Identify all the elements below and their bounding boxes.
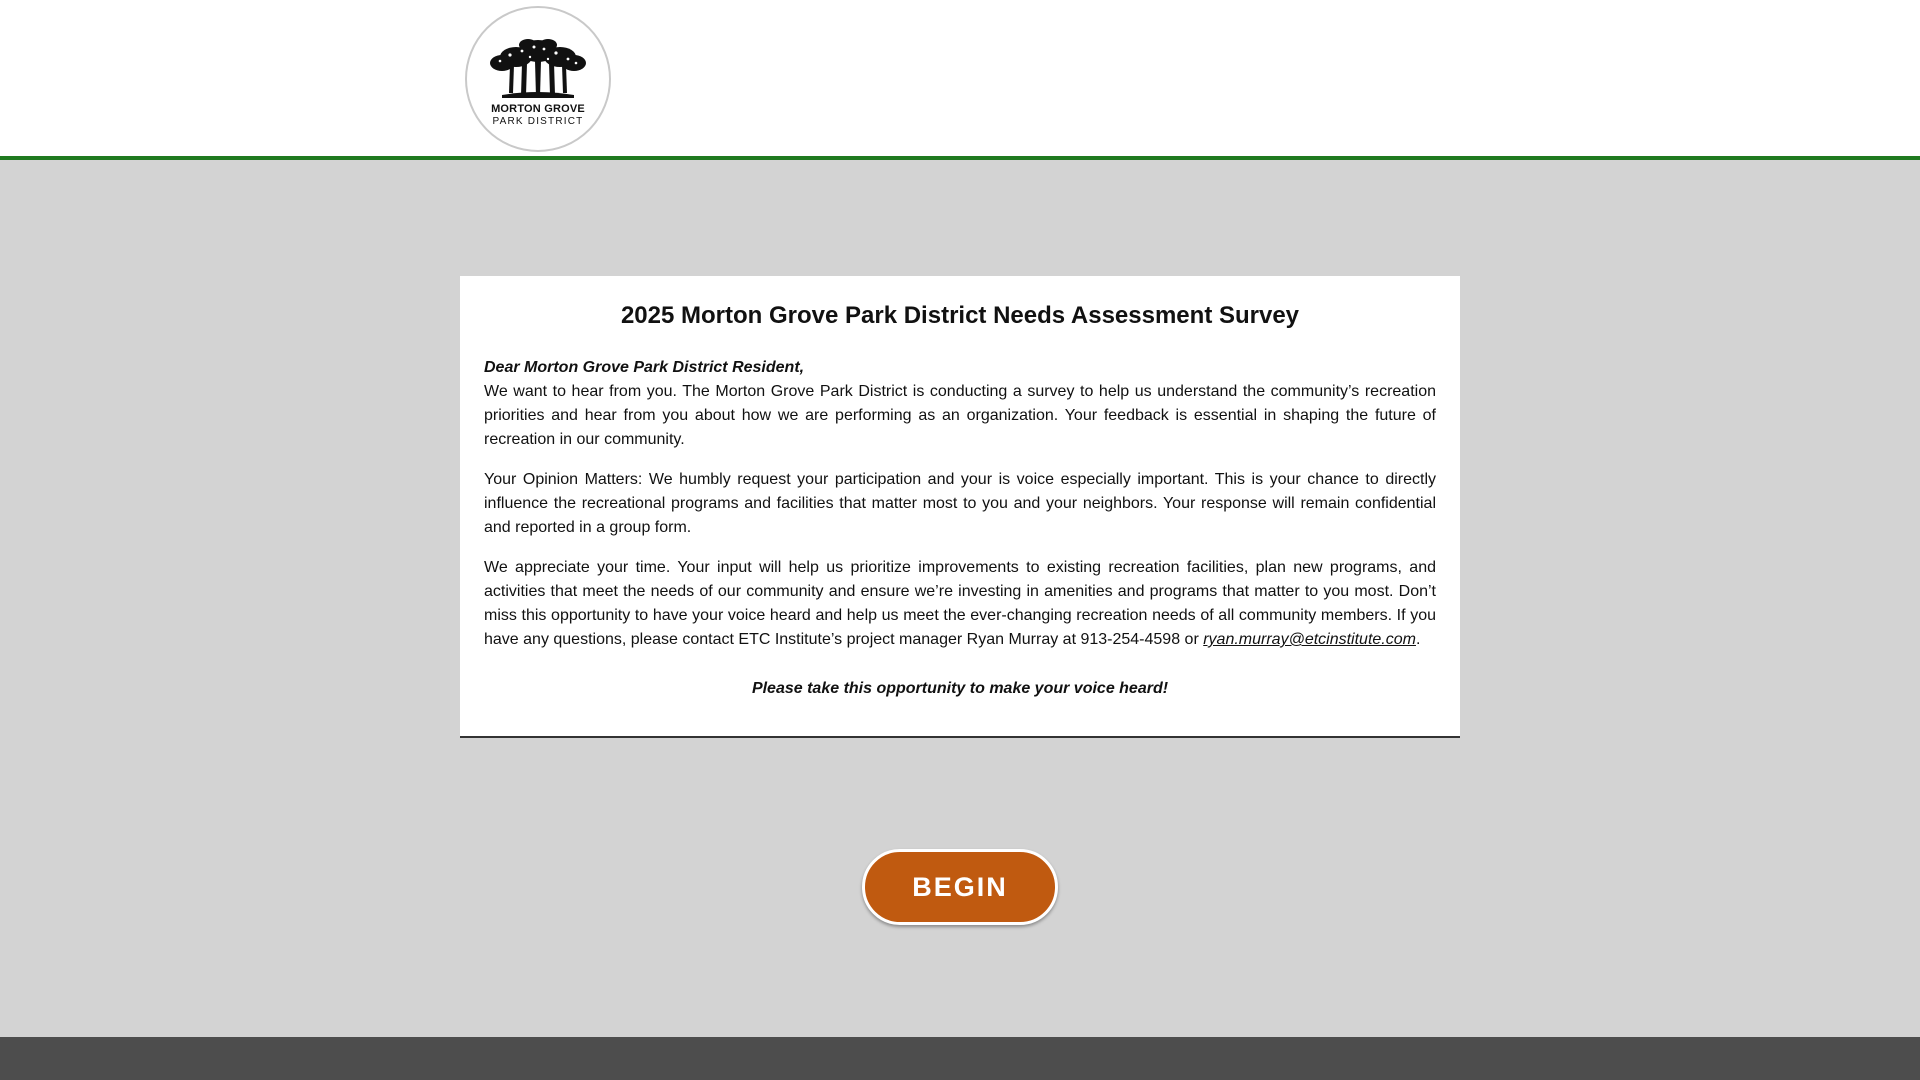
- intro-paragraph-3: [484, 556, 1436, 652]
- logo-subtitle: PARK DISTRICT: [492, 116, 584, 127]
- intro-paragraph-1: We want to hear from you. The Morton Grove Park District is conducting a survey to help us understand the community’s recreation priorities and hear from you about how we are performing as an organization. Your feedback is essential in shaping the future of recreation in our community.: [484, 383, 1436, 448]
- page-title: 2025 Morton Grove Park District Needs Assessment Survey: [620, 302, 1300, 329]
- intro-paragraph-2: Your Opinion Matters: We humbly request your participation and your is voice especially important. This is your chance to directly influence the recreational programs and facilities that matter most to you and your neighbors. Your response will remain confidential and reported in a group form.: [484, 471, 1436, 536]
- trees-icon: [486, 37, 590, 99]
- closing-message: Please take this opportunity to make your voice heard!: [751, 680, 1169, 697]
- intro-paragraph-3-text: We appreciate your time. Your input will help us prioritize improvements to existing recreation facilities, plan new programs, and activities that meet the needs of our community and ensure we’re investing in amenities and programs that matter to you most. Don’t miss this opportunity to have your voice heard and help us meet the ever-changing recreation needs of all community members. If you have any questions, please contact ETC Institute’s project manager Ryan Murray at 913-254-4598 or: [484, 559, 1436, 648]
- park-district-logo[interactable]: [465, 6, 611, 152]
- page-footer: [0, 1037, 1920, 1080]
- site-header: [0, 0, 1920, 160]
- intro-paragraph-3-end: .: [1415, 631, 1421, 648]
- begin-button[interactable]: BEGIN: [862, 849, 1058, 925]
- salutation: Dear Morton Grove Park District Resident,: [484, 359, 805, 376]
- logo-title: MORTON GROVE: [491, 103, 585, 115]
- survey-intro-card: [460, 276, 1460, 738]
- contact-email-link[interactable]: ryan.murray@etcinstitute.com: [1203, 631, 1416, 648]
